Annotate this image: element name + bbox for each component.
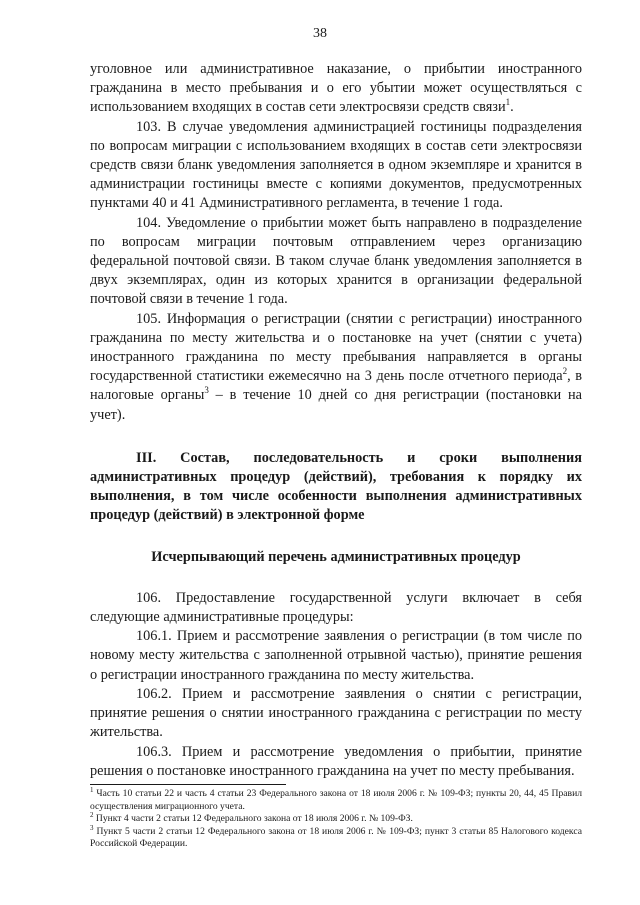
section-heading: III. Состав, последовательность и сроки выполнения административных процедур (действий), требования к порядку их выполнения, в том числе особенности выполнения административных процедур (действий) в электронной форме [90,449,582,524]
footnote-3: $^3$ Пункт 5 части 2 статьи 12 Федерального закона от 18 июля 2006 г. № 109-ФЗ; пункт 3 статьи 85 Налогового кодекса Российской Федерации. [90,823,582,850]
footnote-divider [90,784,286,785]
paragraph-106-2: 106.2. Прием и рассмотрение заявления о снятии с регистрации, принятие решения о снятии иностранного гражданина с регистрации по месту жительства. [90,685,582,741]
main-content [90,60,582,781]
paragraph-106-3: 106.3. Прием и рассмотрение уведомления о прибытии, принятие решения о постановке иностранного гражданина на учет по месту пребывания. [90,743,582,779]
subsection-heading: Исчерпывающий перечень административных процедур [151,548,521,565]
paragraph-continuation: уголовное или административное наказание, о прибытии иностранного гражданина в место пребывания и о его убытии может осуществляться с использованием входящих в состав сети электросвязи средств связи$^1$. [90,61,582,116]
paragraph-106-1: 106.1. Прием и рассмотрение заявления о регистрации (в том числе по новому месту жительства с заполненной отрывной частью), принятие решения о регистрации иностранного гражданина по месту жительства. [90,628,582,683]
paragraph-104: 104. Уведомление о прибытии может быть направлено в подразделение по вопросам миграции почтовым отправлением через организацию федеральной почтовой связи. В таком случае бланк уведомления заполняется в двух экземплярах, один из которых хранится в организации федеральной почтовой связи в течение 1 года. [90,214,582,308]
page-number: 38 [313,26,327,41]
paragraph-106: 106. Предоставление государственной услуги включает в себя следующие административные процедуры: [90,589,582,626]
footnote-1: $^1$ Часть 10 статьи 22 и часть 4 статьи 23 Федерального закона от 18 июля 2006 г. № 109-ФЗ; пункты 20, 44, 45 Правил осуществления миграционного учета. [90,786,582,812]
footnote-ref-1[interactable]: 1 [505,97,511,108]
footnote-ref-3[interactable]: 3 [204,385,209,396]
paragraph-105: 105. Информация о регистрации (снятии с регистрации) иностранного гражданина по месту жительства и о постановке на учет (снятии с учета) иностранного гражданина по месту пребывания направляется в органы государственной статистики ежемесячно на 3 день после отчетного периода$^2$, в налоговые органы$^3$ – в течение 10 дней со дня регистрации (постановки на учет). [90,310,582,423]
footnotes [90,788,582,851]
footnote-ref-2[interactable]: 2 [562,366,568,377]
paragraph-103: 103. В случае уведомления администрацией гостиницы подразделения по вопросам миграции с использованием входящих в состав сети электросвязи средств связи бланк уведомления заполняется в одном экземпляре и хранится в администрации гостиницы вместе с копиями документов, предусмотренных пунктами 40 и 41 Административного регламента, в течение 1 года. [90,118,582,212]
footnote-2: $^2$ Пункт 4 части 2 статьи 12 Федерального закона от 18 июля 2006 г. № 109-ФЗ. [90,811,413,825]
